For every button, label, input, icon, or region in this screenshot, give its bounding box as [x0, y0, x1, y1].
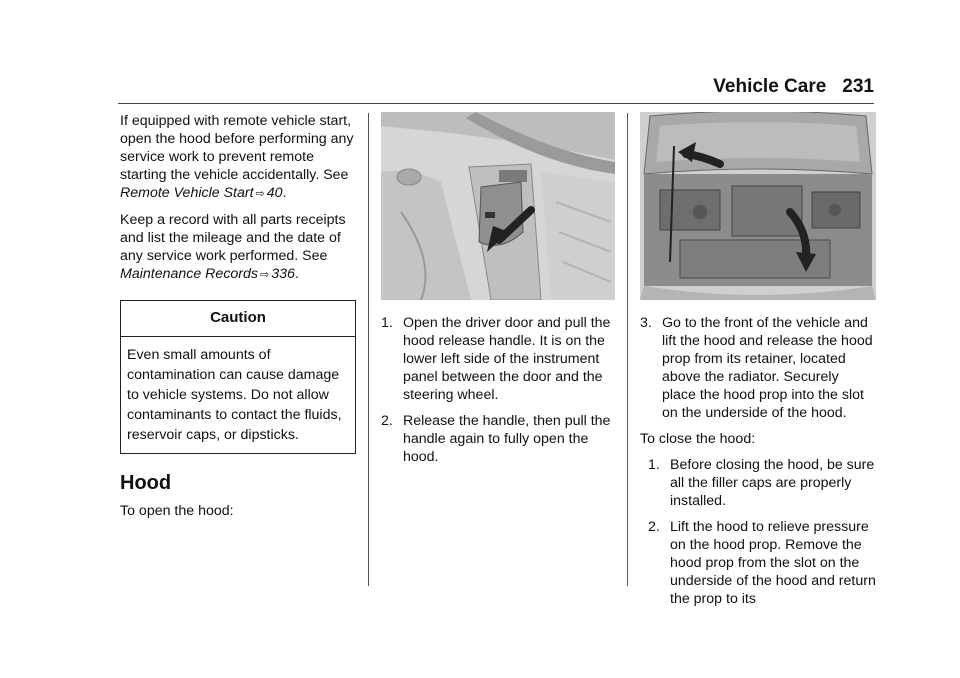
remote-start-paragraph: If equipped with remote vehicle start, open the hood before performing any service work to prevent remote starting the vehicle accidentally. See Remote Vehicle Start ⇨ 40. [120, 113, 354, 201]
close-hood-intro: To close the hood: [640, 431, 756, 447]
page-ref-icon: ⇨ [260, 268, 270, 281]
link-maintenance-records[interactable]: Maintenance Records [120, 266, 259, 282]
close-hood-steps [640, 456, 876, 608]
open-hood-steps [381, 314, 615, 466]
step-3-list [640, 314, 876, 422]
column-3 [640, 112, 876, 616]
list-item: 2. Release the handle, then pull the handle again to fully open the hood. [381, 413, 611, 465]
page-ref-40[interactable]: 40 [266, 185, 283, 201]
page-number: 231 [842, 76, 874, 97]
column-divider-2 [627, 113, 628, 586]
list-item: 1. Before closing the hood, be sure all the filler caps are properly installed. [648, 457, 875, 509]
header-rule [118, 103, 874, 104]
caution-body: Even small amounts of contamination can cause damage to vehicle systems. Do not allow contaminants to contact the fluids, reservoir caps, or dipsticks. [127, 347, 342, 443]
open-hood-intro: To open the hood: [120, 503, 234, 519]
column-divider-1 [368, 113, 369, 586]
records-paragraph: Keep a record with all parts receipts and list the mileage and the date of any service work performed. See Maintenance Records ⇨ 336. [120, 212, 346, 282]
section-title: Vehicle Care [713, 76, 827, 97]
section-heading-hood: Hood [120, 472, 172, 494]
list-item: 2. Lift the hood to relieve pressure on the hood prop. Remove the hood prop from the slot on the underside of the hood and return the prop to its [648, 519, 876, 607]
page-ref-icon: ⇨ [255, 187, 265, 200]
hood-release-handle-illustration [381, 112, 615, 300]
list-item: 3. Go to the front of the vehicle and lift the hood and release the hood prop from its retainer, located above the radiator. Securely place the hood prop into the slot on the underside of the hood. [640, 315, 873, 421]
link-remote-vehicle-start[interactable]: Remote Vehicle Start [120, 185, 254, 201]
open-hood-engine-bay-illustration [640, 112, 876, 300]
list-item: 1. Open the driver door and pull the hood release handle. It is on the lower left side of the instrument panel between the door and the steering wheel. [381, 315, 611, 403]
caution-box [120, 300, 356, 454]
caution-title: Caution [121, 301, 355, 337]
column-1 [120, 112, 356, 528]
column-2 [381, 112, 615, 474]
running-header [713, 76, 874, 98]
page-ref-336[interactable]: 336 [271, 266, 295, 282]
